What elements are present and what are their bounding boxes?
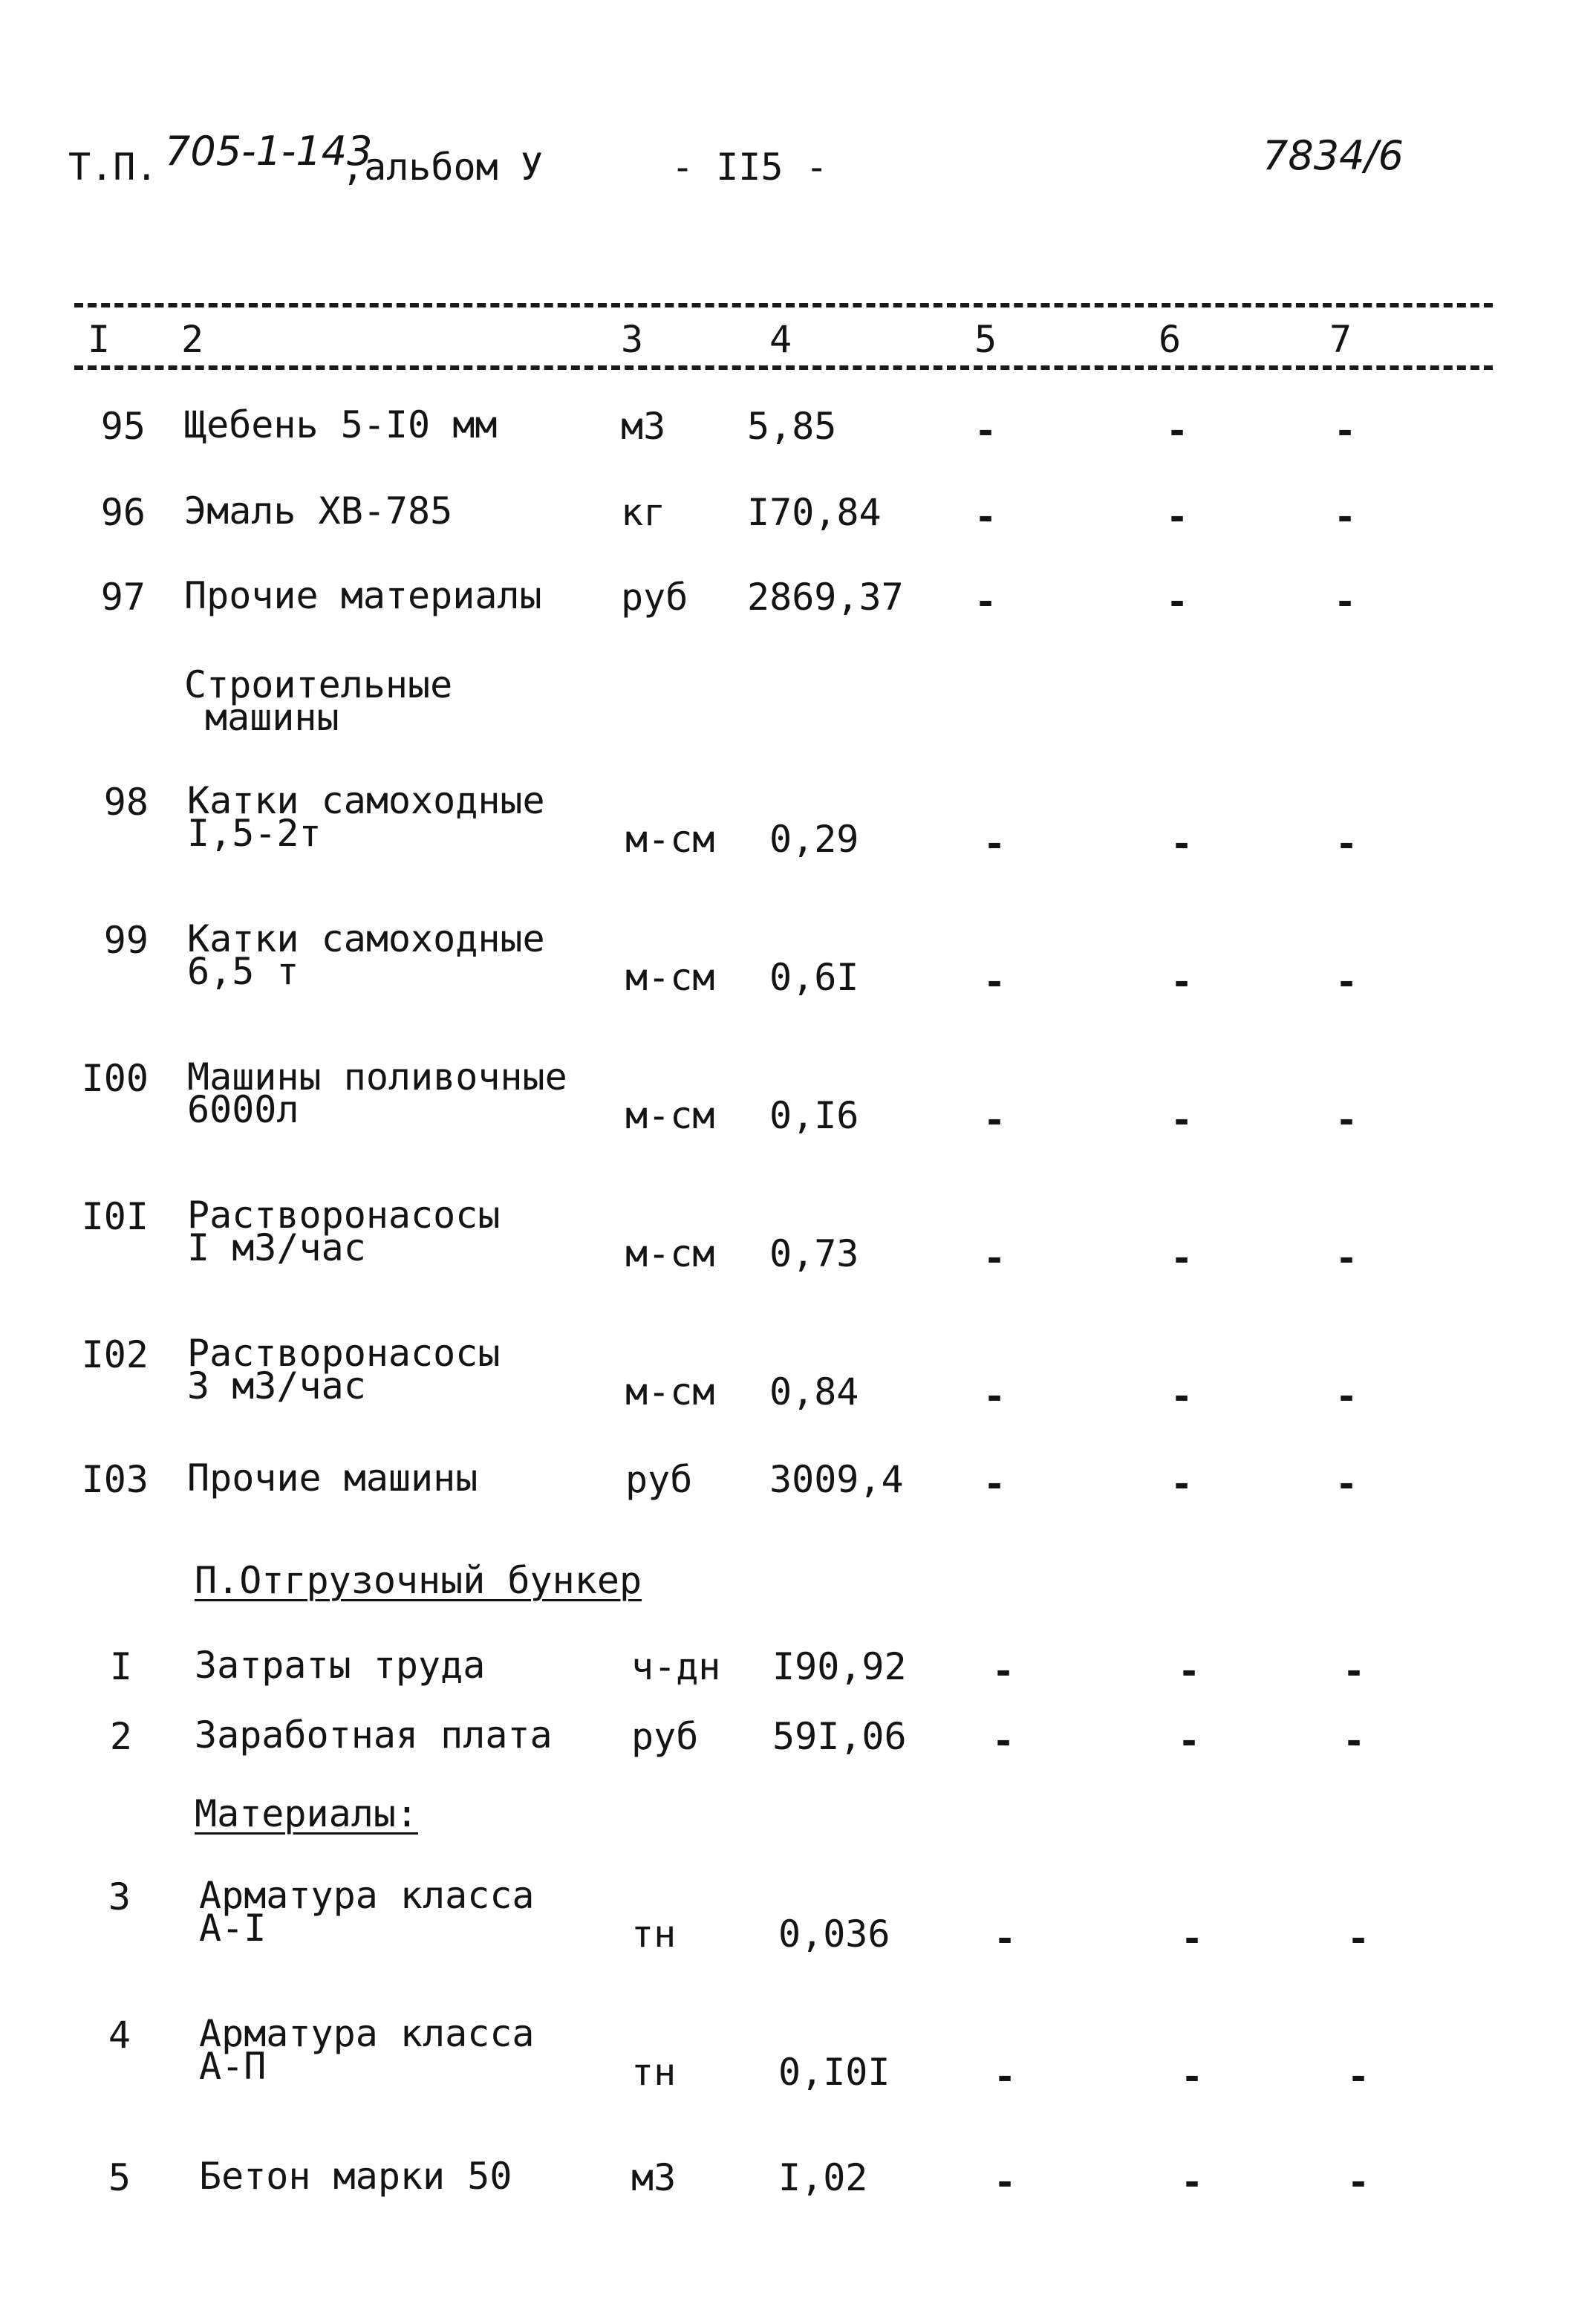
row-dash-c5: - bbox=[983, 822, 1006, 865]
row-dash-c7: - bbox=[1335, 960, 1358, 1003]
row-unit: тн bbox=[631, 1913, 677, 1956]
row-dash-c7: - bbox=[1334, 580, 1357, 623]
row-name bbox=[187, 1456, 478, 1500]
column-number: 4 bbox=[769, 318, 792, 361]
section-machines-line2: машины bbox=[205, 696, 339, 739]
section-machines-heading bbox=[184, 663, 453, 739]
row-dash-c5: - bbox=[992, 1650, 1015, 1693]
row-dash-c7: - bbox=[1334, 495, 1357, 538]
row-dash-c6: - bbox=[1170, 822, 1193, 865]
section-machines-line1: Строительные bbox=[184, 663, 453, 706]
row-name bbox=[187, 1194, 501, 1269]
row-name-line1: Растворонасосы bbox=[187, 1194, 501, 1237]
row-value: 0,I0I bbox=[778, 2051, 890, 2094]
row-dash-c7: - bbox=[1335, 822, 1358, 865]
row-unit: руб bbox=[621, 576, 688, 619]
row-unit: тн bbox=[631, 2051, 677, 2094]
row-name-line1: Бетон марки 50 bbox=[199, 2155, 512, 2198]
row-number: 96 bbox=[100, 491, 146, 534]
row-value: 5,85 bbox=[747, 405, 837, 448]
row-value: I70,84 bbox=[747, 491, 882, 534]
page-number: - II5 - bbox=[671, 146, 828, 189]
column-number: 7 bbox=[1329, 318, 1352, 361]
row-unit: м3 bbox=[631, 2156, 677, 2199]
row-value: 0,29 bbox=[769, 818, 859, 861]
row-dash-c6: - bbox=[1170, 1098, 1193, 1142]
row-number: 97 bbox=[100, 576, 146, 619]
row-number: I02 bbox=[81, 1333, 149, 1376]
row-number: 95 bbox=[100, 405, 146, 448]
document-number: 7834/6 bbox=[1263, 132, 1404, 179]
row-dash-c6: - bbox=[1178, 1719, 1201, 1762]
row-dash-c6: - bbox=[1178, 1650, 1201, 1693]
row-dash-c6: - bbox=[1170, 1237, 1193, 1280]
column-number: 2 bbox=[181, 318, 204, 361]
row-number: I0I bbox=[81, 1195, 149, 1238]
row-value: I,02 bbox=[778, 2156, 868, 2199]
row-dash-c6: - bbox=[1166, 495, 1189, 538]
row-dash-c5: - bbox=[974, 409, 997, 452]
row-dash-c7: - bbox=[1335, 1375, 1358, 1418]
row-unit: руб bbox=[631, 1715, 699, 1758]
row-name-line1: Щебень 5-I0 мм bbox=[184, 403, 498, 446]
row-dash-c7: - bbox=[1334, 409, 1357, 452]
section-bunker-heading: П.Отгрузочный бункер bbox=[195, 1559, 642, 1602]
row-number: 3 bbox=[108, 1875, 131, 1918]
row-name bbox=[187, 1332, 501, 1407]
row-name bbox=[187, 1055, 567, 1131]
row-value: 0,6I bbox=[769, 956, 859, 999]
row-value: 59I,06 bbox=[772, 1715, 907, 1758]
row-dash-c5: - bbox=[983, 1098, 1006, 1142]
row-number: 5 bbox=[108, 2156, 131, 2199]
row-dash-c5: - bbox=[994, 2055, 1017, 2098]
row-number: 99 bbox=[103, 919, 149, 962]
row-dash-c5: - bbox=[974, 580, 997, 623]
row-dash-c7: - bbox=[1347, 2161, 1370, 2204]
row-dash-c5: - bbox=[983, 1375, 1006, 1418]
row-dash-c5: - bbox=[994, 1917, 1017, 1960]
row-name bbox=[187, 917, 545, 993]
row-number: I bbox=[109, 1645, 132, 1688]
row-name-line1: Арматура класса bbox=[199, 2012, 535, 2055]
row-value: 0,I6 bbox=[769, 1094, 859, 1137]
row-name-line1: Арматура класса bbox=[199, 1874, 535, 1917]
row-dash-c6: - bbox=[1181, 2055, 1204, 2098]
column-number: 6 bbox=[1159, 318, 1182, 361]
row-name bbox=[184, 403, 498, 446]
row-dash-c5: - bbox=[992, 1719, 1015, 1762]
row-dash-c6: - bbox=[1181, 1917, 1204, 1960]
row-dash-c7: - bbox=[1343, 1719, 1366, 1762]
row-name bbox=[195, 1713, 553, 1757]
row-unit: м-см bbox=[625, 956, 715, 999]
row-unit: м-см bbox=[625, 1232, 715, 1275]
row-name bbox=[199, 2155, 512, 2198]
section-materials-heading: Материалы: bbox=[195, 1792, 419, 1835]
row-name bbox=[184, 574, 542, 617]
row-value: 2869,37 bbox=[747, 576, 904, 619]
row-unit: м3 bbox=[621, 405, 666, 448]
row-unit: кг bbox=[621, 491, 666, 534]
row-dash-c7: - bbox=[1335, 1462, 1358, 1506]
row-dash-c6: - bbox=[1166, 409, 1189, 452]
row-name-line2: 3 м3/час bbox=[187, 1364, 366, 1407]
row-name bbox=[187, 779, 545, 855]
row-dash-c5: - bbox=[983, 1237, 1006, 1280]
row-dash-c7: - bbox=[1343, 1650, 1366, 1693]
row-name-line1: Катки самоходные bbox=[187, 779, 545, 822]
row-name-line1: Прочие материалы bbox=[184, 574, 542, 617]
row-number: 2 bbox=[109, 1715, 132, 1758]
row-number: I00 bbox=[81, 1057, 149, 1100]
row-dash-c7: - bbox=[1335, 1098, 1358, 1142]
row-dash-c5: - bbox=[974, 495, 997, 538]
row-name bbox=[199, 2012, 535, 2088]
row-name bbox=[184, 489, 453, 533]
row-name bbox=[195, 1644, 486, 1687]
row-value: 3009,4 bbox=[769, 1458, 904, 1501]
row-name-line1: Эмаль ХВ-785 bbox=[184, 489, 453, 533]
row-dash-c7: - bbox=[1347, 2055, 1370, 2098]
row-name-line1: Затраты труда bbox=[195, 1644, 486, 1687]
row-dash-c7: - bbox=[1347, 1917, 1370, 1960]
row-number: I03 bbox=[81, 1458, 149, 1501]
row-dash-c6: - bbox=[1181, 2161, 1204, 2204]
header-rule bbox=[74, 365, 1493, 370]
row-name-line2: I м3/час bbox=[187, 1226, 366, 1269]
row-number: 98 bbox=[103, 781, 149, 824]
column-number: 3 bbox=[621, 318, 644, 361]
row-name-line2: 6,5 т bbox=[187, 950, 299, 993]
row-name bbox=[199, 1874, 535, 1950]
row-name-line1: Катки самоходные bbox=[187, 917, 545, 960]
column-number: 5 bbox=[974, 318, 997, 361]
row-name-line1: Прочие машины bbox=[187, 1456, 478, 1500]
row-unit: руб bbox=[625, 1458, 693, 1501]
header-prefix: Т.П. bbox=[68, 146, 158, 189]
row-name-line1: Машины поливочные bbox=[187, 1055, 567, 1098]
row-dash-c5: - bbox=[983, 1462, 1006, 1506]
row-dash-c6: - bbox=[1170, 1375, 1193, 1418]
row-dash-c6: - bbox=[1170, 960, 1193, 1003]
row-name-line2: А-П bbox=[199, 2045, 267, 2088]
row-name-line1: Заработная плата bbox=[195, 1713, 553, 1757]
row-value: I90,92 bbox=[772, 1645, 907, 1688]
row-name-line1: Растворонасосы bbox=[187, 1332, 501, 1375]
row-dash-c7: - bbox=[1335, 1237, 1358, 1280]
row-unit: ч-дн bbox=[631, 1645, 721, 1688]
row-name-line2: I,5-2т bbox=[187, 812, 322, 855]
row-value: 0,84 bbox=[769, 1370, 859, 1413]
row-value: 0,73 bbox=[769, 1232, 859, 1275]
row-name-line2: 6000л bbox=[187, 1088, 299, 1131]
column-number: I bbox=[88, 318, 111, 361]
row-dash-c6: - bbox=[1166, 580, 1189, 623]
row-value: 0,036 bbox=[778, 1913, 890, 1956]
project-number: 705-1-143 bbox=[165, 128, 373, 175]
row-unit: м-см bbox=[625, 1370, 715, 1413]
row-name-line2: А-I bbox=[199, 1907, 267, 1950]
row-unit: м-см bbox=[625, 818, 715, 861]
row-dash-c5: - bbox=[994, 2161, 1017, 2204]
top-rule bbox=[74, 303, 1493, 307]
album-label: ,альбом У bbox=[342, 146, 543, 189]
row-unit: м-см bbox=[625, 1094, 715, 1137]
row-number: 4 bbox=[108, 2014, 131, 2057]
row-dash-c6: - bbox=[1170, 1462, 1193, 1506]
row-dash-c5: - bbox=[983, 960, 1006, 1003]
